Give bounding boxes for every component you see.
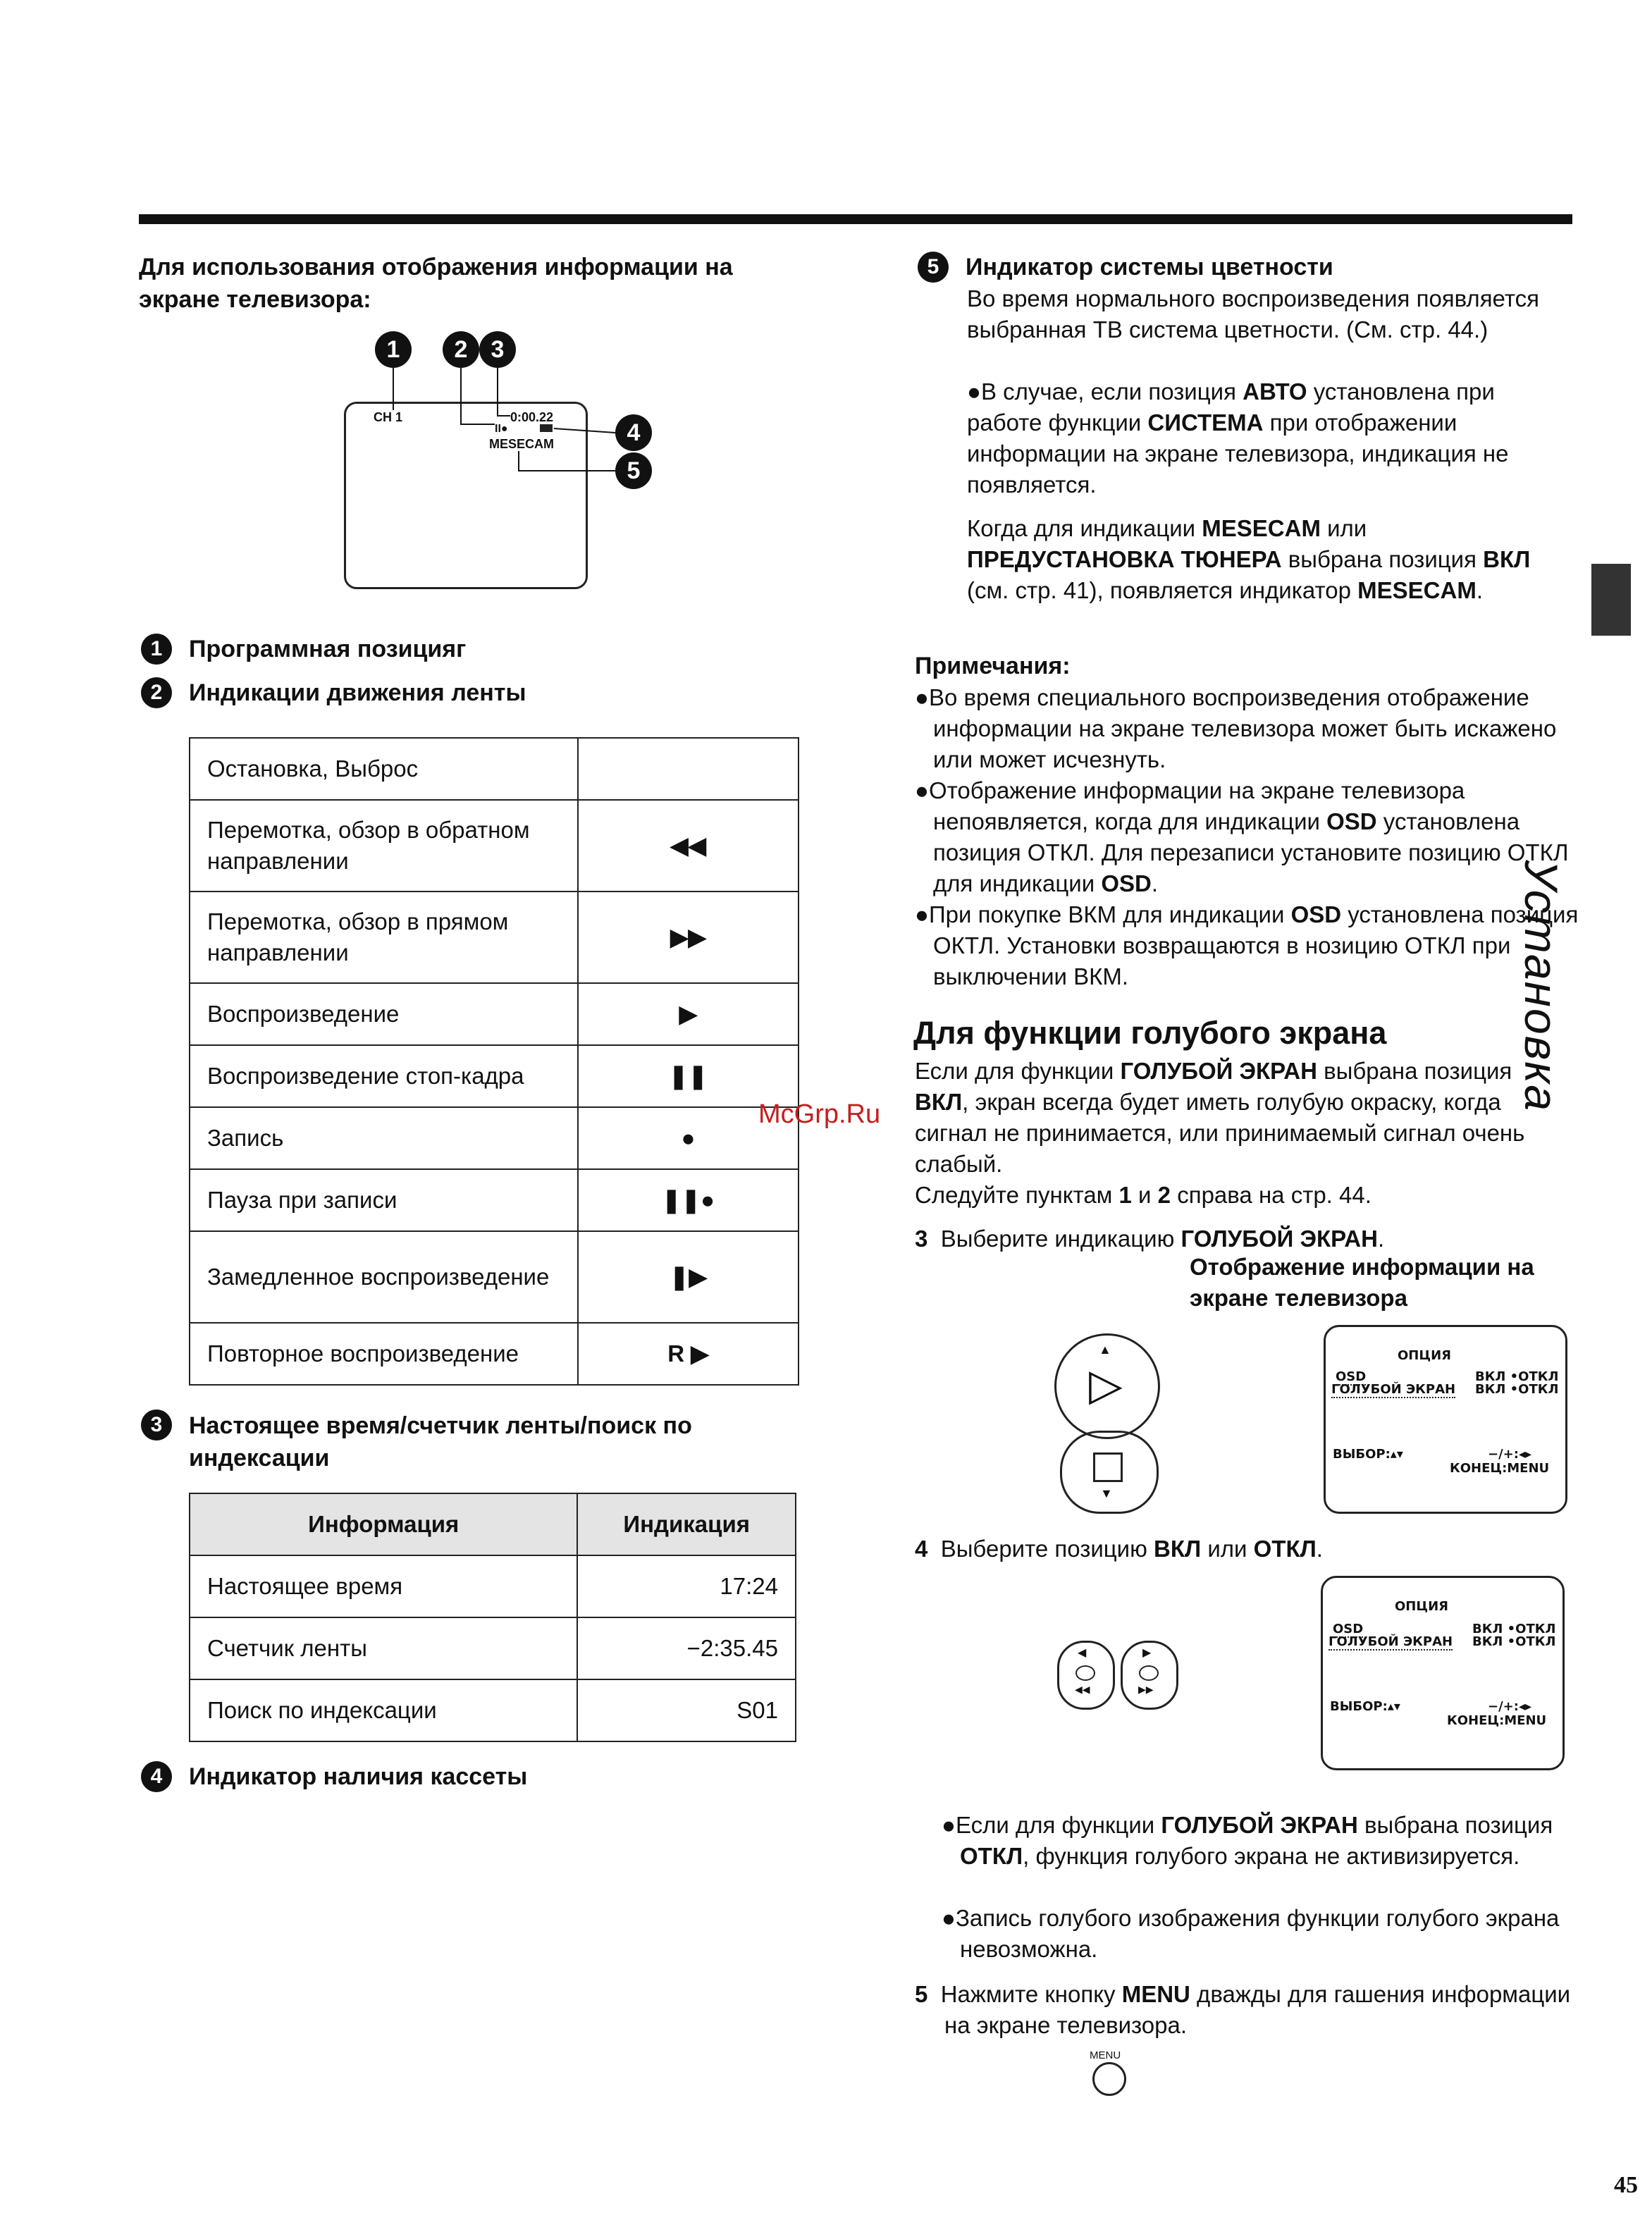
menu-value-2: ВКЛ •ОТКЛ — [1475, 1382, 1559, 1397]
left-right-icon: ◂▸ — [1518, 1699, 1532, 1714]
item-2-num: 2 — [141, 677, 172, 708]
text-run: Если для функции — [955, 1812, 1161, 1838]
play-icon: ▷ — [1089, 1361, 1123, 1409]
text-run: Запись голубого изображения функции голубого экрана невозможна. — [955, 1905, 1560, 1962]
up-arrow-icon: ▲ — [1099, 1343, 1111, 1357]
stop-icon — [1093, 1452, 1123, 1482]
step-number: 3 — [915, 1226, 928, 1252]
jog-icon — [1139, 1665, 1159, 1681]
text-run: MESECAM — [1357, 577, 1477, 603]
text-run: OSD — [1290, 901, 1342, 927]
fast-forward-icon: ▶▶ — [578, 892, 799, 983]
up-down-icon: ▴▾ — [1390, 1447, 1403, 1462]
text-run: , функция голубого экрана не активизируется. — [1023, 1843, 1520, 1869]
tape-label: Повторное воспроизведение — [190, 1323, 578, 1385]
text-run: Нажмите кнопку — [940, 1981, 1122, 2007]
down-button[interactable] — [1060, 1431, 1159, 1514]
info-label: Настоящее время — [190, 1555, 577, 1617]
text-run: OSD — [1101, 870, 1152, 896]
text-run: или — [1201, 1536, 1254, 1562]
step-number: 4 — [915, 1536, 928, 1562]
tape-label: Воспроизведение стоп-кадра — [190, 1045, 578, 1107]
text-run: при отображении информации на экране телевизора, индикация не появляется. — [967, 409, 1509, 498]
menu-adjust — [1488, 1699, 1531, 1714]
text-run: установлена при работе функции — [967, 378, 1495, 436]
record-pause-icon: ❚❚● — [578, 1169, 799, 1231]
text-run: −/+: — [1488, 1447, 1519, 1462]
text-run: ГОЛУБОЙ ЭКРАН — [1161, 1812, 1358, 1838]
table-row — [190, 1679, 796, 1741]
info-value: 17:24 — [577, 1555, 796, 1617]
item-5-text: Во время нормального воспроизведения появляется выбранная ТВ система цветности. (См. стр. 44.) — [967, 285, 1539, 343]
bullet-dot: ● — [915, 901, 929, 927]
item-5-title: Индикатор системы цветности — [966, 254, 1333, 280]
table-row — [190, 1045, 799, 1107]
text-run: MENU — [1121, 1981, 1190, 2007]
page-number: 45 — [1614, 2172, 1638, 2198]
side-section-label: Установка — [1515, 860, 1567, 1113]
info-value: S01 — [577, 1679, 796, 1741]
text-run: Если для функции — [915, 1058, 1121, 1084]
table-row — [190, 1323, 799, 1385]
up-down-icon: ▴▾ — [1387, 1699, 1400, 1714]
info-label: Счетчик ленты — [190, 1617, 577, 1679]
info-label: Поиск по индексации — [190, 1679, 577, 1741]
text-run: Выберите индикацию — [940, 1226, 1181, 1252]
step-4 — [915, 1534, 1323, 1565]
bullet-dot: ● — [967, 378, 981, 405]
tape-label: Остановка, Выброс — [190, 738, 578, 800]
play-icon: ▶ — [578, 983, 799, 1045]
item-5-para2 — [967, 513, 1545, 606]
tv-tape-status: II● — [495, 423, 508, 435]
rewind-icon: ◀◀ — [1075, 1684, 1090, 1695]
side-tab-marker — [1591, 564, 1631, 636]
text-run: Отображение информации на экране телевизора непоявляется, когда для индикации — [928, 777, 1465, 834]
tape-label: Перемотка, обзор в прямом направлении — [190, 892, 578, 983]
text-run: . — [1316, 1536, 1323, 1562]
text-run: дважды для гашения информации на экране телевизора. — [944, 1981, 1571, 2038]
text-run: установлена позиция ОКТЛ. Установки возвращаются в нозицию ОТКЛ при выключении ВКМ. — [933, 901, 1579, 989]
text-run: ВЫБОР: — [1330, 1699, 1388, 1714]
table-row — [190, 1169, 799, 1231]
item-5-num: 5 — [918, 252, 949, 283]
callout-2: 2 — [443, 331, 479, 368]
down-arrow-icon: ▼ — [1100, 1486, 1113, 1500]
menu-value-2: ВКЛ •ОТКЛ — [1472, 1634, 1556, 1649]
table-row — [190, 1617, 796, 1679]
step-3 — [915, 1223, 1384, 1254]
item-3 — [141, 1409, 739, 1474]
text-run: ОТКЛ — [960, 1843, 1023, 1869]
blue-screen-heading: Для функции голубого экрана — [913, 1015, 1387, 1051]
text-run: ПРЕДУСТАНОВКА ТЮНЕРА — [967, 546, 1282, 572]
note-3 — [915, 899, 1589, 992]
table-row — [190, 892, 799, 983]
menu-row-blue: ГОЛУБОЙ ЭКРАН — [1331, 1382, 1456, 1397]
menu-row-osd: OSD — [1333, 1622, 1364, 1636]
menu-value-1: ВКЛ •ОТКЛ — [1472, 1622, 1556, 1636]
bullet-dot: ● — [915, 777, 929, 803]
info-table — [189, 1493, 796, 1742]
text-run: ВКЛ — [915, 1089, 963, 1115]
menu-title: ОПЦИЯ — [1395, 1599, 1448, 1614]
tape-label: Перемотка, обзор в обратном направлении — [190, 800, 578, 892]
tape-symbol — [578, 738, 799, 800]
text-run: , экран всегда будет иметь голубую окраску, когда сигнал не принимается, или принимаемый сигнал очень слабый. — [915, 1089, 1525, 1177]
item-1-num: 1 — [141, 634, 172, 665]
text-run: . — [1377, 1226, 1385, 1252]
callout-lines — [338, 324, 677, 599]
menu-row-osd: OSD — [1336, 1369, 1367, 1384]
item-4 — [141, 1760, 527, 1793]
osd-menu-2 — [1321, 1576, 1565, 1770]
item-2-label: Индикации движения ленты — [189, 679, 526, 706]
tape-table — [189, 737, 799, 1386]
text-run: ГОЛУБОЙ ЭКРАН — [1181, 1226, 1378, 1252]
text-run: справа на стр. 44. — [1171, 1182, 1371, 1208]
right-button[interactable] — [1121, 1641, 1178, 1710]
menu-exit: КОНЕЦ:MENU — [1447, 1713, 1547, 1728]
blue-bullet-1 — [942, 1810, 1580, 1872]
bullet-dot: ● — [942, 1905, 956, 1931]
tape-label: Замедленное воспроизведение — [190, 1231, 578, 1323]
left-arrow-icon: ◀ — [1078, 1647, 1087, 1659]
callout-4: 4 — [615, 414, 652, 451]
table-row — [190, 800, 799, 892]
top-rule — [139, 214, 1572, 224]
left-button[interactable] — [1057, 1641, 1115, 1710]
tape-label: Пауза при записи — [190, 1169, 578, 1231]
text-run: В случае, если позиция — [980, 378, 1243, 405]
item-3-num: 3 — [141, 1409, 172, 1441]
notes-title: Примечания: — [915, 653, 1071, 679]
menu-select — [1333, 1447, 1403, 1462]
text-run: и — [1131, 1182, 1158, 1208]
text-run: . — [1476, 577, 1483, 603]
table-row — [190, 1107, 799, 1169]
text-run: ОТКЛ — [1253, 1536, 1317, 1562]
blue-screen-text — [915, 1056, 1549, 1211]
watermark: McGrp.Ru — [758, 1099, 881, 1129]
table-row — [190, 1231, 799, 1323]
item-4-label: Индикатор наличия кассеты — [189, 1763, 528, 1790]
text-run: ГОЛУБОЙ ЭКРАН — [1120, 1058, 1317, 1084]
text-run: 2 — [1157, 1182, 1171, 1208]
item-4-num: 4 — [141, 1761, 172, 1792]
text-run: Следуйте пунктам — [915, 1182, 1119, 1208]
callout-5: 5 — [615, 452, 652, 489]
rewind-icon: ◀◀ — [578, 800, 799, 892]
right-arrow-icon: ▶ — [1142, 1647, 1152, 1659]
table-header-row — [190, 1493, 796, 1555]
text-run: MESECAM — [1202, 515, 1321, 541]
info-value: −2:35.45 — [577, 1617, 796, 1679]
text-run: (см. стр. 41), появляется индикатор — [967, 577, 1358, 603]
item-3-label: Настоящее время/счетчик ленты/поиск по индексации — [189, 1412, 692, 1472]
text-run: АВТО — [1243, 378, 1307, 405]
text-run: СИСТЕМА — [1147, 409, 1264, 436]
text-run: . — [1151, 870, 1159, 896]
osd-menu-1 — [1324, 1325, 1567, 1514]
record-icon: ● — [578, 1107, 799, 1169]
text-run: выбрана позиция — [1281, 546, 1484, 572]
intro-heading: Для использования отображения информации на экране телевизора: — [139, 254, 733, 313]
text-run: выбрана позиция — [1317, 1058, 1512, 1084]
text-run: или — [1320, 515, 1367, 541]
table-row — [190, 1555, 796, 1617]
pause-icon: ❚❚ — [578, 1045, 799, 1107]
text-run: 1 — [1118, 1182, 1132, 1208]
tv-channel: CH 1 — [374, 410, 403, 424]
item-1-label: Программная позицияг — [189, 636, 467, 662]
table-row — [190, 738, 799, 800]
value-header: Индикация — [577, 1493, 796, 1555]
bullet-dot: ● — [915, 684, 929, 710]
tv-time: 0:00.22 — [510, 410, 554, 424]
blue-bullet-2 — [942, 1903, 1580, 1965]
slow-play-icon: ❚▶ — [578, 1231, 799, 1323]
step-5 — [915, 1979, 1579, 2041]
callout-1: 1 — [375, 331, 412, 368]
text-run: ВЫБОР: — [1333, 1447, 1391, 1462]
tv-color-system: MESECAM — [489, 437, 555, 451]
jog-icon — [1075, 1665, 1095, 1681]
bullet-dot: ● — [942, 1812, 956, 1838]
text-run: OSD — [1326, 808, 1377, 834]
repeat-play-icon: R ▶ — [578, 1323, 799, 1385]
menu-value-1: ВКЛ •ОТКЛ — [1475, 1369, 1559, 1384]
menu-adjust — [1488, 1447, 1531, 1462]
menu-row-blue: ГОЛУБОЙ ЭКРАН — [1329, 1634, 1453, 1649]
tape-label: Запись — [190, 1107, 578, 1169]
left-right-icon: ◂▸ — [1518, 1447, 1532, 1462]
tape-label: Воспроизведение — [190, 983, 578, 1045]
tv-diagram — [338, 324, 677, 599]
menu-exit: КОНЕЦ:MENU — [1450, 1461, 1550, 1476]
text-run: Когда для индикации — [967, 515, 1202, 541]
menu-button[interactable] — [1092, 2062, 1126, 2096]
text-run: Во время специального воспроизведения отображение информации на экране телевизора может быть искажено или может исчезнуть. — [928, 684, 1557, 772]
step-number: 5 — [915, 1981, 928, 2007]
note-1 — [915, 682, 1589, 775]
text-run: При покупке ВКМ для индикации — [928, 901, 1291, 927]
item-2 — [141, 677, 526, 709]
note-2 — [915, 775, 1589, 899]
menu-button-label: MENU — [1090, 2049, 1121, 2061]
info-header: Информация — [190, 1493, 577, 1555]
text-run: −/+: — [1488, 1699, 1519, 1714]
callout-3: 3 — [479, 331, 516, 368]
menu-select — [1330, 1699, 1400, 1714]
table-row — [190, 983, 799, 1045]
item-5 — [918, 251, 1333, 283]
text-run: ВКЛ — [1483, 546, 1531, 572]
text-run: выбрана позиция — [1357, 1812, 1553, 1838]
menu-title: ОПЦИЯ — [1398, 1348, 1451, 1363]
text-run: Выберите позицию — [940, 1536, 1154, 1562]
item-1 — [141, 633, 466, 665]
up-button[interactable] — [1054, 1333, 1160, 1439]
item-5-bullet — [967, 376, 1559, 500]
fast-forward-icon: ▶▶ — [1138, 1684, 1154, 1695]
osd-caption: Отображение информации на экране телевизора — [1190, 1254, 1534, 1311]
text-run: ВКЛ — [1154, 1536, 1202, 1562]
text-run: установлена позиция ОТКЛ. Для перезаписи установите позицию ОТКЛ для индикации — [933, 808, 1569, 896]
